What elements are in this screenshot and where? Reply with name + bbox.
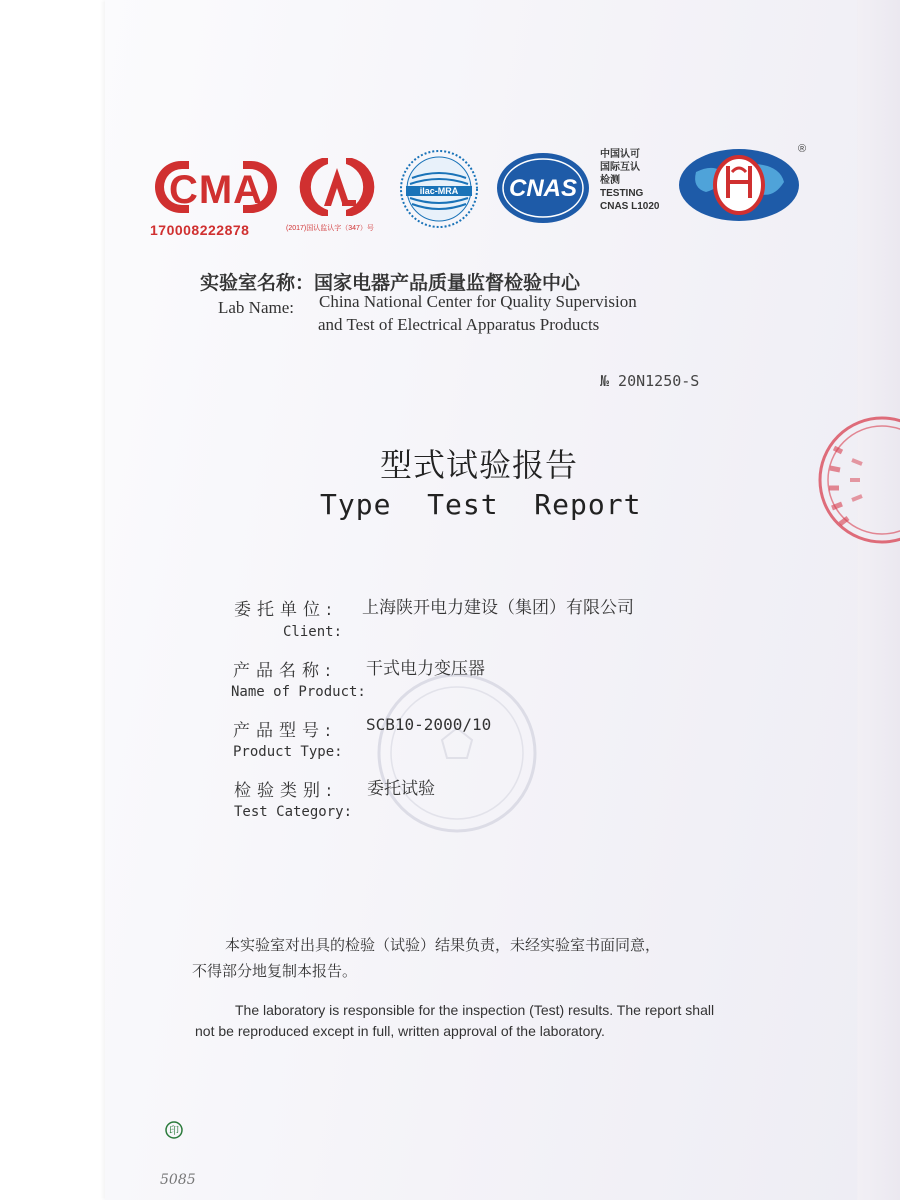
- cnas-side-line: 检测: [600, 175, 620, 186]
- client-label-en: Client:: [283, 624, 343, 640]
- svg-text:印: 印: [169, 1126, 179, 1137]
- cal-accreditation-note: (2017)国认监认字（347）号: [286, 225, 374, 232]
- product-type-value: SCB10-2000/10: [366, 715, 492, 734]
- notice-en-line1: The laboratory is responsible for the inspection (Test) results. The report shall: [235, 1002, 715, 1018]
- test-category-label-cn: 检验类别:: [234, 781, 338, 801]
- cma-number: 170008222878: [150, 222, 250, 238]
- svg-text:CNAS: CNAS: [508, 175, 578, 202]
- product-name-label-en: Name of Product:: [231, 684, 366, 700]
- notice-cn-line2: 不得部分地复制本报告。: [192, 962, 358, 980]
- report-title-cn: 型式试验报告: [379, 446, 578, 484]
- product-type-label-en: Product Type:: [233, 744, 343, 760]
- embossed-seal: [372, 668, 542, 838]
- lab-name-en-line2: and Test of Electrical Apparatus Products: [318, 315, 600, 334]
- report-number: № 20N1250-S: [600, 372, 700, 390]
- cnas-side-line: TESTING: [600, 188, 644, 199]
- print-mark-icon: [164, 1120, 184, 1140]
- cal-logo: [292, 150, 382, 222]
- notice-cn-line1: 本实验室对出具的检验（试验）结果负责，未经实验室书面同意，: [225, 936, 661, 954]
- client-label-cn: 委托单位:: [234, 600, 338, 620]
- notice-en-line2: not be reproduced except in full, written approval of the laboratory.: [195, 1023, 605, 1039]
- svg-text:®: ®: [798, 143, 806, 155]
- handwritten-note: 5085: [160, 1172, 196, 1188]
- lab-name-en-line1: China National Center for Quality Supervision: [319, 292, 637, 311]
- product-name-label-cn: 产品名称:: [233, 661, 337, 681]
- test-category-value: 委托试验: [367, 779, 435, 799]
- report-title-en: Type Test Report: [320, 488, 642, 521]
- cnas-side-line: 国际互认: [600, 162, 640, 173]
- client-value: 上海陕开电力建设（集团）有限公司: [362, 598, 634, 618]
- product-name-value: 干式电力变压器: [366, 659, 485, 679]
- lab-name-label-en: Lab Name:: [218, 298, 294, 317]
- ilac-mra-logo: [398, 148, 480, 230]
- background-surface: [855, 0, 900, 1200]
- svg-text:ilac-MRA: ilac-MRA: [419, 186, 459, 196]
- cnas-logo: [494, 150, 592, 226]
- cnas-side-line: CNAS L1020: [600, 201, 660, 212]
- product-type-label-cn: 产品型号:: [233, 721, 337, 741]
- cnas-side-line: 中国认可: [600, 149, 640, 160]
- cma-logo: [155, 155, 277, 219]
- globe-emblem-logo: [676, 142, 806, 226]
- lab-name-cn: 实验室名称：国家电器产品质量监督检验中心: [200, 272, 581, 294]
- test-category-label-en: Test Category:: [234, 804, 353, 820]
- svg-text:CMA: CMA: [168, 168, 264, 212]
